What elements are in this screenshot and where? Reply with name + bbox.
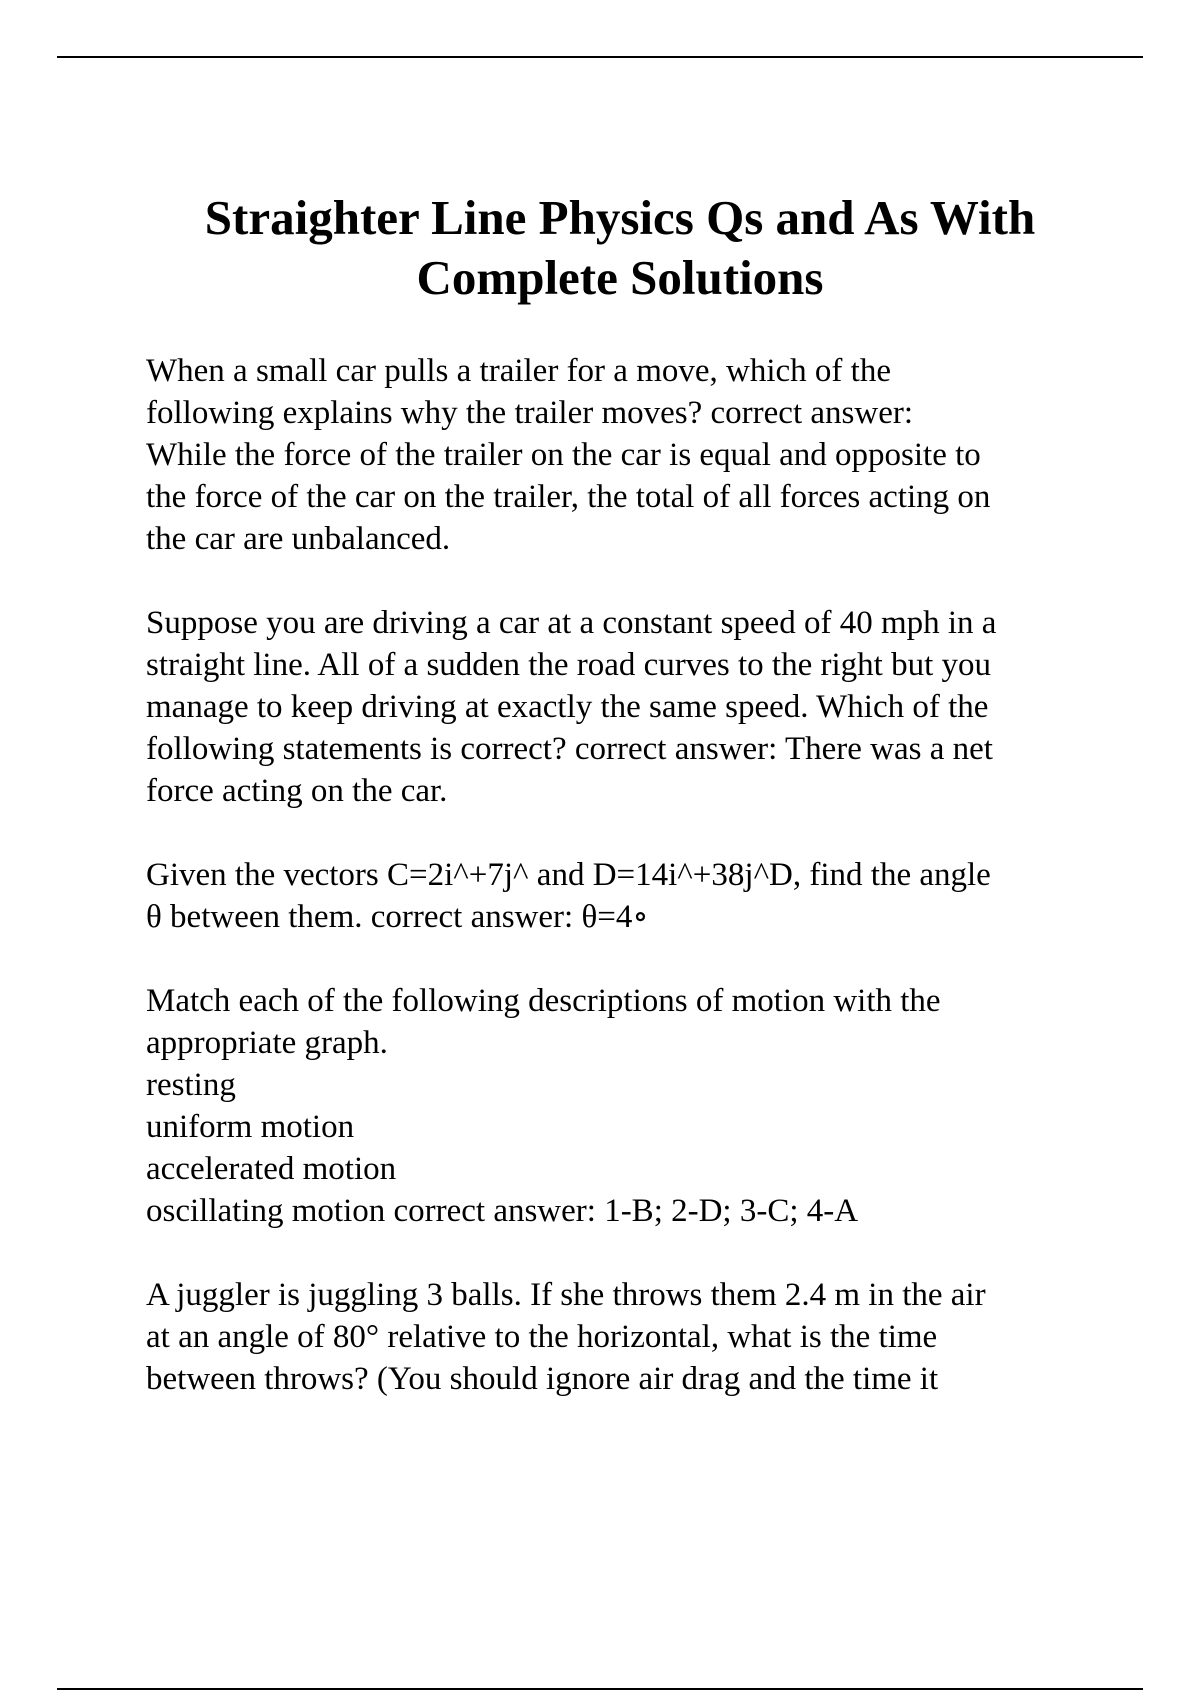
text-line: following explains why the trailer moves? correct answer: [146,395,913,431]
qa-block-trailer [146,350,1106,560]
title-line: Straighter Line Physics Qs and As With [204,190,1036,245]
text-line: following statements is correct? correct answer: There was a net [146,731,993,767]
text-line: between throws? (You should ignore air drag and the time it [146,1361,939,1397]
text-line: appropriate graph. [146,1025,388,1061]
bottom-divider [57,1688,1143,1690]
text-line: the car are unbalanced. [146,521,451,557]
text-line: resting [146,1067,236,1103]
text-line: Suppose you are driving a car at a constant speed of 40 mph in a [146,605,997,641]
text-line: When a small car pulls a trailer for a move, which of the [146,353,891,389]
text-line: Match each of the following descriptions of motion with the [146,983,941,1019]
text-line: manage to keep driving at exactly the same speed. Which of the [146,689,989,725]
text-line: accelerated motion [146,1151,397,1187]
top-divider [57,56,1143,58]
qa-block-curve [146,602,1106,812]
text-line: While the force of the trailer on the car is equal and opposite to [146,437,981,473]
text-line: force acting on the car. [146,773,448,809]
text-line: oscillating motion correct answer: 1-B; 2-D; 3-C; 4-A [146,1193,859,1229]
qa-block-juggler [146,1274,1106,1400]
text-line: uniform motion [146,1109,355,1145]
text-line: Given the vectors C=2i^+7j^ and D=14i^+38j^D, find the angle [146,857,991,893]
text-line: θ between them. correct answer: θ=4∘ [146,899,649,935]
document-body [146,350,1106,1442]
qa-block-vectors [146,854,1106,938]
text-line: at an angle of 80° relative to the horizontal, what is the time [146,1319,938,1355]
qa-block-motion-graphs [146,980,1106,1232]
page-title [100,188,1140,308]
text-line: straight line. All of a sudden the road curves to the right but you [146,647,991,683]
title-line: Complete Solutions [416,250,824,305]
text-line: A juggler is juggling 3 balls. If she throws them 2.4 m in the air [146,1277,986,1313]
text-line: the force of the car on the trailer, the total of all forces acting on [146,479,991,515]
